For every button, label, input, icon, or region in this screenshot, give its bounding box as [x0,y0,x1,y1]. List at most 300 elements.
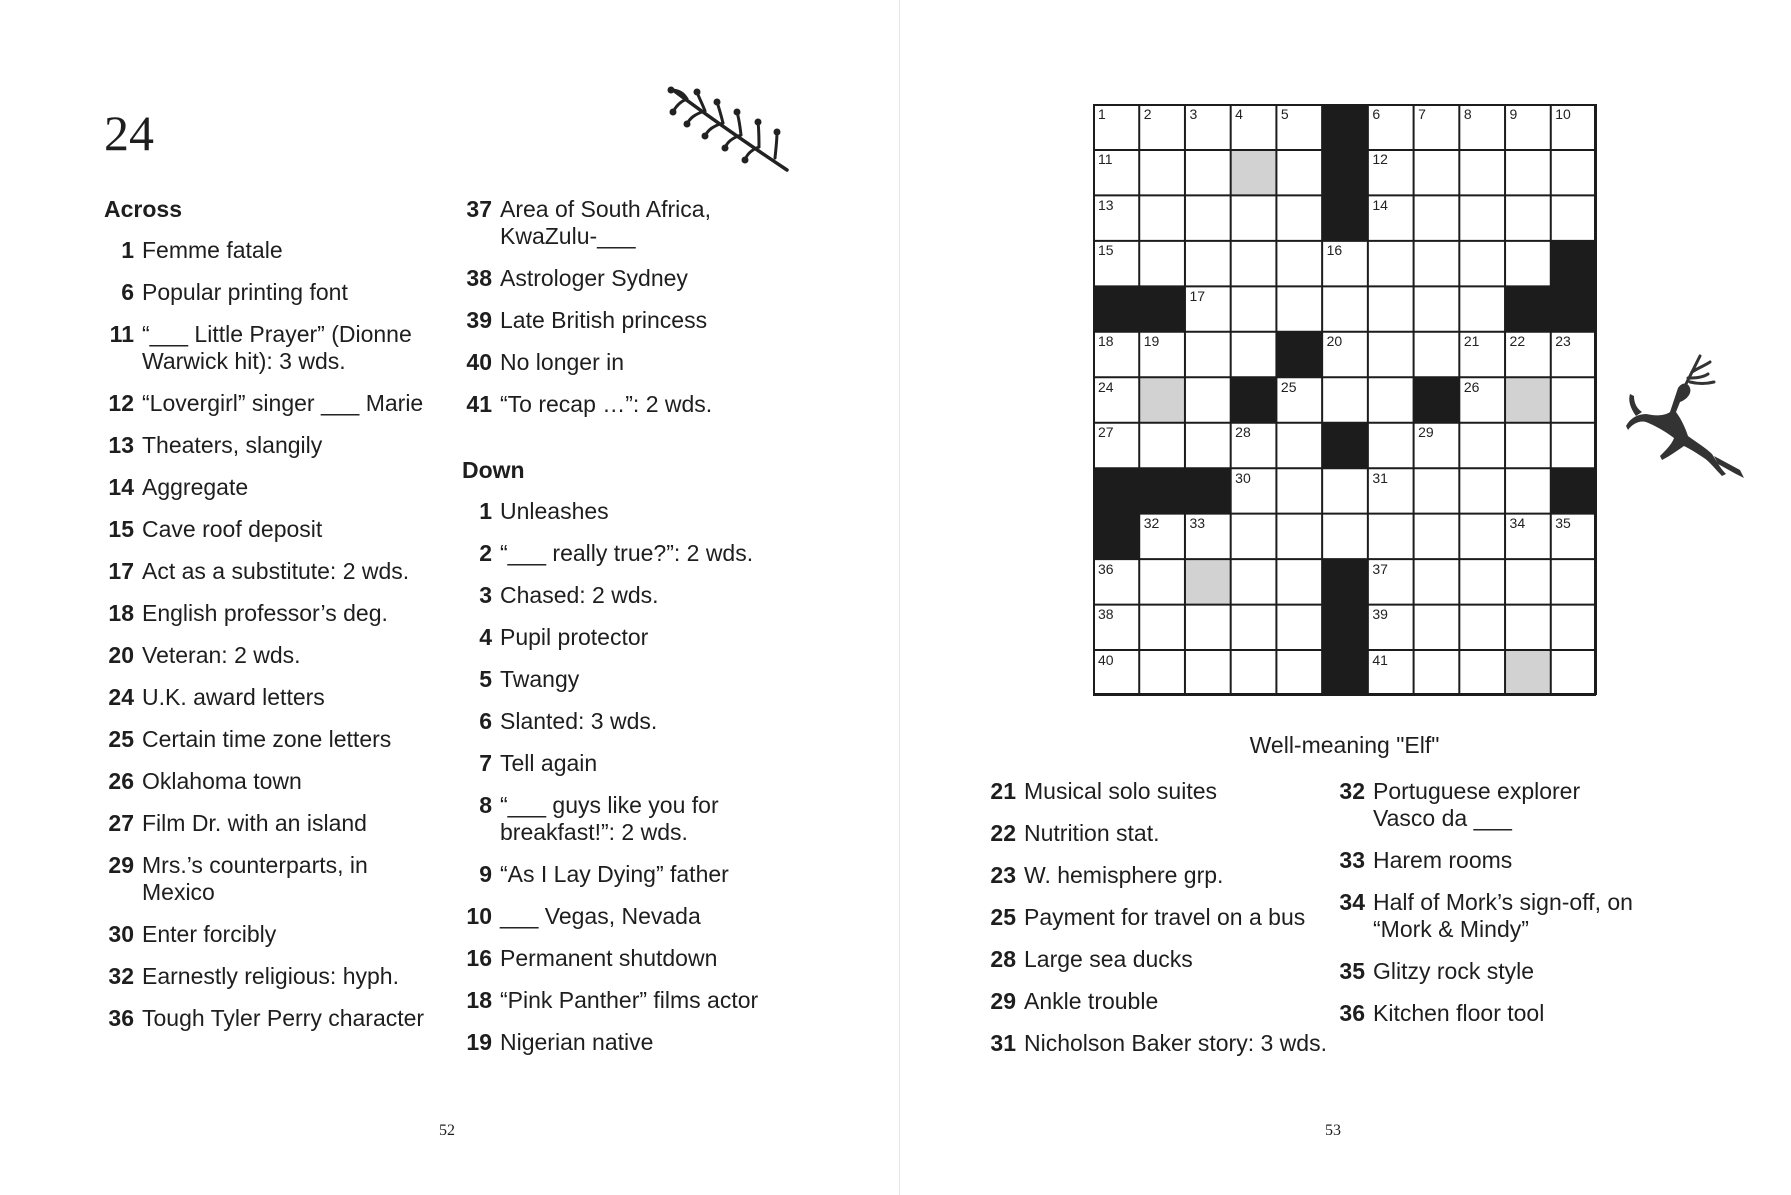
grid-cell[interactable] [1367,240,1413,285]
grid-cell[interactable] [1139,104,1185,149]
clue-down-col3-21 [986,778,1336,805]
clue-number: 29 [108,852,134,878]
black-square [1322,422,1368,467]
clue-text: “As I Lay Dying” father [500,861,729,887]
grid-cell[interactable] [1459,195,1505,240]
clue-down-col2-19 [462,1029,792,1056]
grid-cell[interactable] [1139,650,1185,695]
grid-cell[interactable] [1093,377,1139,422]
cell-number: 12 [1372,151,1388,168]
clue-number: 30 [108,921,134,947]
cell-number: 20 [1326,333,1343,350]
clue-number: 4 [479,624,492,650]
clue-down-col2-5 [462,666,792,693]
clue-text: Large sea ducks [1024,946,1193,972]
grid-cell[interactable] [1459,240,1505,285]
grid-cell[interactable] [1505,149,1551,194]
clue-number: 34 [1339,889,1365,915]
cell-number: 18 [1098,333,1114,350]
clue-down-col2-10 [462,903,792,930]
clue-text: Pupil protector [500,624,649,650]
grid-cell[interactable] [1184,422,1230,467]
grid-cell[interactable] [1230,604,1276,649]
grid-cell[interactable] [1230,195,1276,240]
cell-number: 23 [1555,333,1571,350]
cell-number: 5 [1280,106,1289,122]
clue-text: Chased: 2 wds. [500,582,659,608]
cell-number: 21 [1463,333,1480,350]
grid-cell[interactable] [1276,240,1322,285]
grid-cell[interactable] [1093,195,1139,240]
clue-across-col1-14 [104,474,434,501]
grid-cell[interactable] [1413,468,1459,513]
clue-across-col1-12 [104,390,434,417]
black-square [1322,149,1368,194]
clue-number: 7 [479,750,492,776]
clue-text: Unleashes [500,498,609,524]
clue-down-col3-25 [986,904,1336,931]
clue-number: 13 [108,432,134,458]
grid-cell[interactable] [1459,513,1505,558]
clue-text: English professor’s deg. [142,600,388,626]
black-square [1322,559,1368,604]
clue-text: Nigerian native [500,1029,654,1055]
cell-number: 10 [1555,106,1571,122]
puzzle-number: 24 [104,105,154,161]
grid-cell[interactable] [1184,149,1230,194]
clue-down-col2-1 [462,498,792,525]
grid-cell[interactable] [1139,331,1185,376]
clue-number: 22 [990,820,1016,846]
cell-number: 26 [1463,378,1480,395]
clue-number: 26 [108,768,134,794]
black-square [1093,513,1139,558]
clue-number: 20 [108,642,134,668]
clue-number: 35 [1339,958,1365,984]
grid-cell[interactable] [1184,195,1230,240]
clue-across-col1-20 [104,642,434,669]
grid-cell[interactable] [1367,286,1413,331]
clue-text: Femme fatale [142,237,283,263]
grid-cell[interactable] [1322,377,1368,422]
grid-cell[interactable] [1459,468,1505,513]
clue-across-col1-13 [104,432,434,459]
clue-text: Enter forcibly [142,921,277,947]
grid-cell[interactable] [1367,195,1413,240]
grid-cell[interactable] [1413,331,1459,376]
grid-cell[interactable] [1413,104,1459,149]
clue-number: 21 [990,778,1016,804]
black-square [1139,468,1185,513]
clue-down-col2-3 [462,582,792,609]
clue-text: “___ really true?”: 2 wds. [500,540,754,566]
clue-text: Half of Mork’s sign-off, on “Mork & Mindy” [1373,889,1633,942]
grid-cell[interactable] [1322,468,1368,513]
grid-cell[interactable] [1184,240,1230,285]
clue-number: 39 [466,307,492,333]
clue-across-col1-29 [104,852,434,906]
grid-cell[interactable] [1322,286,1368,331]
black-square [1413,377,1459,422]
grid-cell[interactable] [1413,650,1459,695]
grid-cell[interactable] [1367,650,1413,695]
clue-across-col1-26 [104,768,434,795]
grid-cell[interactable] [1505,604,1551,649]
grid-cell[interactable] [1505,195,1551,240]
grid-cell[interactable] [1276,377,1322,422]
clue-across-col1-1 [104,237,434,264]
grid-cell[interactable] [1505,468,1551,513]
grid-cell[interactable] [1276,513,1322,558]
grid-cell[interactable] [1230,331,1276,376]
grid-cell[interactable] [1413,604,1459,649]
black-square [1505,286,1551,331]
clue-number: 6 [121,279,134,305]
grid-cell[interactable] [1550,195,1596,240]
clue-across-col2-39 [462,307,792,334]
grid-cell[interactable] [1139,513,1185,558]
clue-number: 10 [466,903,492,929]
black-square [1093,286,1139,331]
clue-number: 31 [990,1030,1016,1056]
clue-text: Veteran: 2 wds. [142,642,301,668]
clue-number: 38 [466,265,492,291]
grid-cell[interactable] [1459,286,1505,331]
clue-text: Oklahoma town [142,768,302,794]
clue-across-col1-17 [104,558,434,585]
clue-down-col3-28 [986,946,1336,973]
grid-cell[interactable] [1459,604,1505,649]
clue-down-col2-18 [462,987,792,1014]
clue-text: Nicholson Baker story: 3 wds. [1024,1030,1327,1056]
cell-number: 35 [1555,515,1571,532]
grid-cell[interactable] [1550,377,1596,422]
grid-cell[interactable] [1413,422,1459,467]
grid-cell[interactable] [1093,559,1139,604]
clue-down-col4-34 [1335,889,1635,943]
clue-across-col2-38 [462,265,792,292]
cell-number: 30 [1235,469,1251,486]
grid-cell[interactable] [1413,149,1459,194]
clue-text: Tough Tyler Perry character [142,1005,425,1031]
clue-across-col1-25 [104,726,434,753]
clue-down-col4-32 [1335,778,1635,832]
black-square [1230,377,1276,422]
grid-cell[interactable] [1139,559,1185,604]
clue-across-col1-32 [104,963,434,990]
grid-cell[interactable] [1413,195,1459,240]
grid-cell[interactable] [1093,240,1139,285]
clue-number: 19 [466,1029,492,1055]
clue-text: Film Dr. with an island [142,810,367,836]
grid-cell[interactable] [1459,104,1505,149]
grid-cell[interactable] [1230,104,1276,149]
grid-cell[interactable] [1550,149,1596,194]
grid-cell[interactable] [1184,559,1230,604]
grid-cell[interactable] [1459,149,1505,194]
clue-text: Tell again [500,750,598,776]
grid-cell[interactable] [1367,559,1413,604]
grid-cell[interactable] [1505,422,1551,467]
cell-number: 39 [1372,606,1388,623]
clue-across-col1-24 [104,684,434,711]
clue-number: 16 [466,945,492,971]
black-square [1550,240,1596,285]
cell-number: 40 [1098,651,1114,668]
clue-number: 5 [479,666,492,692]
clue-text: “___ guys like you for breakfast!”: 2 wds. [500,792,719,845]
black-square [1139,286,1185,331]
clue-number: 11 [109,321,134,347]
clue-across-col2-37 [462,196,792,250]
grid-cell[interactable] [1550,559,1596,604]
grid-cell[interactable] [1550,604,1596,649]
grid-cell[interactable] [1276,422,1322,467]
clue-number: 1 [479,498,492,524]
grid-cell[interactable] [1505,513,1551,558]
cell-number: 6 [1372,106,1381,122]
grid-cell[interactable] [1550,104,1596,149]
grid-cell[interactable] [1505,377,1551,422]
grid-cell[interactable] [1230,286,1276,331]
grid-cell[interactable] [1184,331,1230,376]
cell-number: 38 [1098,606,1114,623]
cell-number: 16 [1326,242,1343,259]
grid-cell[interactable] [1413,559,1459,604]
cell-number: 31 [1372,469,1388,486]
grid-cell[interactable] [1367,422,1413,467]
clue-across-col2-40 [462,349,792,376]
clue-text: “Lovergirl” singer ___ Marie [142,390,424,416]
black-square [1322,650,1368,695]
clue-text: Nutrition stat. [1024,820,1160,846]
clue-across-col1-6 [104,279,434,306]
clue-down-col2-7 [462,750,792,777]
cell-number: 34 [1509,515,1526,532]
grid-cell[interactable] [1230,559,1276,604]
down-heading: Down [462,457,525,483]
clue-number: 14 [108,474,134,500]
clue-down-col2-6 [462,708,792,735]
clue-number: 9 [479,861,492,887]
clue-number: 40 [466,349,492,375]
cell-number: 25 [1280,378,1297,395]
grid-cell[interactable] [1413,513,1459,558]
clue-text: ___ Vegas, Nevada [500,903,701,929]
cell-number: 3 [1189,106,1198,122]
fern-sprig-icon [665,84,795,176]
grid-cell[interactable] [1230,650,1276,695]
clue-text: Cave roof deposit [142,516,323,542]
clue-number: 23 [990,862,1016,888]
grid-cell[interactable] [1230,468,1276,513]
clue-number: 28 [990,946,1016,972]
clue-text: Certain time zone letters [142,726,392,752]
grid-caption: Well-meaning "Elf" [1249,732,1440,758]
clue-text: Earnestly religious: hyph. [142,963,399,989]
cell-number: 22 [1509,333,1526,350]
grid-cell[interactable] [1367,468,1413,513]
page-number-left: 52 [439,1122,455,1139]
grid-cell[interactable] [1505,104,1551,149]
grid-cell[interactable] [1276,195,1322,240]
clue-across-col2-41 [462,391,792,418]
cell-number: 33 [1189,515,1206,532]
leaping-deer-icon [1622,350,1748,494]
grid-cell[interactable] [1184,650,1230,695]
clue-number: 41 [466,391,492,417]
black-square [1322,604,1368,649]
black-square [1322,195,1368,240]
grid-cell[interactable] [1184,104,1230,149]
grid-cell[interactable] [1367,149,1413,194]
clue-text: “___ Little Prayer” (Dionne Warwick hit): 3 wds. [142,321,412,374]
clue-text: Glitzy rock style [1373,958,1535,984]
grid-cell[interactable] [1093,650,1139,695]
grid-cell[interactable] [1550,422,1596,467]
grid-cell[interactable] [1276,559,1322,604]
across-column-1 [104,196,434,1047]
grid-cell[interactable] [1367,104,1413,149]
grid-cell[interactable] [1459,650,1505,695]
grid-cell[interactable] [1139,422,1185,467]
grid-cell[interactable] [1276,104,1322,149]
grid-cell[interactable] [1322,331,1368,376]
grid-cell[interactable] [1276,286,1322,331]
clue-number: 3 [479,582,492,608]
cell-number: 2 [1143,106,1152,122]
clue-number: 32 [1339,778,1365,804]
grid-cell[interactable] [1184,286,1230,331]
grid-cell[interactable] [1093,604,1139,649]
grid-cell[interactable] [1367,604,1413,649]
grid-cell[interactable] [1367,513,1413,558]
grid-cell[interactable] [1139,377,1185,422]
crossword-grid[interactable] [1093,104,1596,695]
grid-cell[interactable] [1322,240,1368,285]
cell-number: 13 [1098,196,1114,213]
clue-down-col3-31 [986,1030,1336,1057]
clue-down-col2-2 [462,540,792,567]
clue-down-col2-8 [462,792,792,846]
cell-number: 1 [1098,106,1106,122]
grid-cell[interactable] [1184,377,1230,422]
cell-number: 32 [1143,515,1160,532]
grid-cell[interactable] [1459,331,1505,376]
clue-number: 36 [108,1005,134,1031]
down-column-3 [986,778,1336,1072]
clue-text: No longer in [500,349,625,375]
clue-text: “To recap …”: 2 wds. [500,391,713,417]
grid-cell[interactable] [1184,513,1230,558]
grid-cell[interactable] [1367,377,1413,422]
clue-text: Theaters, slangily [142,432,323,458]
grid-cell[interactable] [1505,331,1551,376]
clue-number: 8 [479,792,492,818]
cell-number: 9 [1509,106,1518,122]
clue-text: Act as a substitute: 2 wds. [142,558,410,584]
cell-number: 4 [1235,106,1243,122]
clue-down-col3-29 [986,988,1336,1015]
clue-number: 6 [479,708,492,734]
grid-cell[interactable] [1367,331,1413,376]
grid-cell[interactable] [1139,240,1185,285]
grid-cell[interactable] [1276,468,1322,513]
grid-cell[interactable] [1550,650,1596,695]
clue-text: Ankle trouble [1024,988,1159,1014]
grid-cell[interactable] [1505,559,1551,604]
clue-across-col1-36 [104,1005,434,1032]
grid-cell[interactable] [1093,422,1139,467]
clue-text: Twangy [500,666,580,692]
grid-cell[interactable] [1276,650,1322,695]
across-heading: Across [104,196,182,222]
grid-cell[interactable] [1093,331,1139,376]
clue-text: Kitchen floor tool [1373,1000,1545,1026]
grid-cell[interactable] [1413,240,1459,285]
clue-number: 37 [466,196,492,222]
grid-cell[interactable] [1139,149,1185,194]
grid-cell[interactable] [1505,240,1551,285]
grid-cell[interactable] [1139,195,1185,240]
clue-down-col4-33 [1335,847,1635,874]
clue-number: 15 [108,516,134,542]
grid-cell[interactable] [1550,331,1596,376]
grid-cell[interactable] [1230,422,1276,467]
grid-cell[interactable] [1550,513,1596,558]
grid-cell[interactable] [1230,513,1276,558]
clue-number: 1 [121,237,134,263]
cell-number: 29 [1418,424,1434,441]
grid-cell[interactable] [1413,286,1459,331]
clue-number: 24 [108,684,134,710]
grid-cell[interactable] [1276,604,1322,649]
clue-number: 36 [1339,1000,1365,1026]
clue-text: “Pink Panther” films actor [500,987,759,1013]
clue-text: Slanted: 3 wds. [500,708,658,734]
grid-cell[interactable] [1230,149,1276,194]
clue-down-col2-16 [462,945,792,972]
black-square [1550,286,1596,331]
clue-number: 33 [1339,847,1365,873]
down-column-4 [1335,778,1635,1042]
page-number-right: 53 [1325,1122,1341,1139]
grid-cell[interactable] [1139,604,1185,649]
grid-cell[interactable] [1276,149,1322,194]
grid-cell[interactable] [1230,240,1276,285]
grid-cell[interactable] [1459,377,1505,422]
grid-cell[interactable] [1459,559,1505,604]
grid-cell[interactable] [1505,650,1551,695]
clue-number: 17 [108,558,134,584]
grid-cell[interactable] [1093,149,1139,194]
grid-cell[interactable] [1184,604,1230,649]
clue-text: Portuguese explorer Vasco da ___ [1373,778,1581,831]
cell-number: 11 [1098,151,1113,168]
clue-across-col1-30 [104,921,434,948]
grid-cell[interactable] [1322,513,1368,558]
clue-number: 12 [108,390,134,416]
clue-down-col2-4 [462,624,792,651]
grid-cell[interactable] [1459,422,1505,467]
clue-text: U.K. award letters [142,684,325,710]
clue-down-col2-9 [462,861,792,888]
clue-text: Musical solo suites [1024,778,1218,804]
cell-number: 7 [1418,106,1426,122]
cell-number: 28 [1235,424,1251,441]
grid-cell[interactable] [1093,104,1139,149]
cell-number: 36 [1098,560,1114,577]
